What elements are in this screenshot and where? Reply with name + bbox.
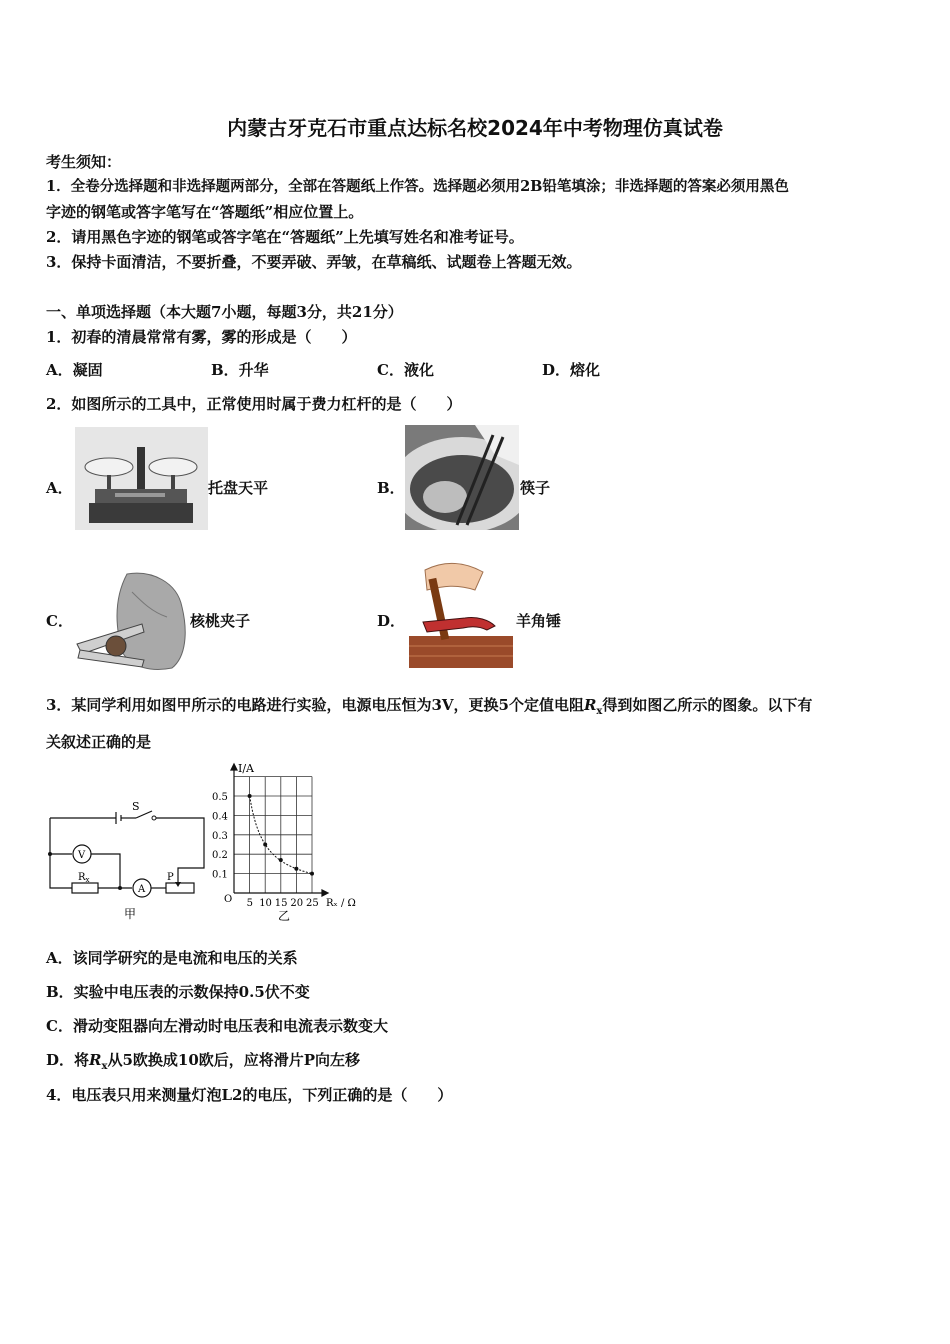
circuit-caption: 甲 — [124, 907, 137, 921]
graph-origin: O — [224, 894, 233, 905]
hammer-image — [405, 560, 515, 670]
q3-stem-line2: 关叙述正确的是 — [46, 733, 152, 751]
voltmeter-label: V — [78, 850, 86, 861]
switch-label: S — [132, 800, 140, 813]
q3-option-b: B．实验中电压表的示数保持0.5伏不变 — [46, 983, 310, 1001]
svg-text:Rx — [78, 872, 90, 884]
data-point — [294, 867, 298, 871]
q3-option-d-rx-sub: x — [101, 1061, 108, 1072]
graph-ylabel: I/A — [238, 762, 254, 775]
graph-xlabel: Rₓ / Ω — [326, 898, 356, 909]
x-tick-label: 15 — [274, 898, 288, 909]
q3-option-d-b: 从5欧换成10欧后，应将滑片P向左移 — [107, 1051, 361, 1069]
q3-stem-line1 — [46, 695, 812, 722]
q1-option-a: A．凝固 — [46, 361, 103, 379]
notice-line-2: 2．请用黑色字迹的钢笔或答字笔在“答题纸”上先填写姓名和准考证号。 — [46, 228, 524, 246]
data-point — [248, 794, 252, 798]
q2-option-c-label: 核桃夹子 — [190, 612, 251, 630]
data-point — [279, 858, 283, 862]
y-tick-label: 0.1 — [212, 869, 228, 881]
q4-stem: 4．电压表只用来测量灯泡L2的电压，下列正确的是（ ） — [46, 1086, 453, 1104]
rx-label-sub: x — [85, 876, 90, 884]
q2-option-c-letter: C． — [46, 612, 73, 630]
x-tick-label: 10 — [259, 898, 272, 909]
section-heading: 一、单项选择题（本大题7小题，每题3分，共21分） — [46, 303, 403, 321]
y-axis-arrow — [231, 764, 237, 770]
x-tick-label: 25 — [306, 898, 319, 909]
q2-stem: 2．如图所示的工具中，正常使用时属于费力杠杆的是（ ） — [46, 395, 462, 413]
notice-line-3: 3．保持卡面清洁，不要折叠，不要弄破、弄皱，在草稿纸、试题卷上答题无效。 — [46, 253, 582, 271]
graph-caption: 乙 — [278, 909, 291, 923]
balance-image — [75, 427, 208, 530]
q3-rx-sub: x — [596, 706, 603, 717]
q3-option-c: C．滑动变阻器向左滑动时电压表和电流表示数变大 — [46, 1017, 388, 1035]
q2-option-d-label: 羊角锤 — [516, 612, 562, 630]
x-axis-arrow — [322, 890, 328, 896]
q3-rx: R — [583, 696, 597, 714]
notice-heading: 考生须知： — [46, 153, 122, 171]
q1-option-b: B．升华 — [211, 361, 269, 379]
q1-option-d: D．熔化 — [542, 361, 601, 379]
x-tick-label: 20 — [290, 898, 304, 909]
q3-option-d — [46, 1050, 360, 1077]
chopsticks-image — [405, 425, 519, 530]
q2-option-a-label: 托盘天平 — [208, 479, 269, 497]
data-point — [310, 872, 314, 876]
q2-option-d-letter: D． — [377, 612, 406, 630]
q3-stem-b: 得到如图乙所示的图象。以下有 — [602, 696, 813, 714]
q2-option-b-letter: B． — [377, 479, 405, 497]
q3-option-a: A．该同学研究的是电流和电压的关系 — [46, 949, 298, 967]
q2-option-b-label: 筷子 — [520, 479, 551, 497]
q3-stem-a: 3．某同学利用如图甲所示的电路进行实验，电源电压恒为3V，更换5个定值电阻 — [46, 696, 584, 714]
q1-option-c: C．液化 — [377, 361, 434, 379]
slider-label: P — [167, 872, 174, 883]
q1-stem: 1．初春的清晨常常有雾，雾的形成是（ ） — [46, 328, 357, 346]
ammeter-label: A — [138, 884, 146, 895]
circuit-diagram — [44, 798, 214, 926]
y-tick-label: 0.2 — [212, 850, 228, 862]
y-tick-label: 0.3 — [212, 830, 228, 842]
current-resistance-graph — [208, 760, 368, 925]
notice-line-1b: 字迹的钢笔或答字笔写在“答题纸”相应位置上。 — [46, 203, 364, 221]
q3-option-d-a: D．将 — [46, 1051, 90, 1069]
notice-line-1a: 1．全卷分选择题和非选择题两部分，全部在答题纸上作答。选择题必须用2B铅笔填涂；非选择题的答案必须用黑色 — [46, 178, 789, 195]
q2-option-a-letter: A． — [46, 479, 73, 497]
rx-label: R — [78, 872, 86, 883]
y-tick-label: 0.4 — [212, 811, 228, 823]
page-title: 内蒙古牙克石市重点达标名校2024年中考物理仿真试卷 — [227, 116, 723, 140]
y-tick-label: 0.5 — [212, 792, 228, 803]
nutcracker-image — [72, 572, 190, 672]
x-tick-label: 5 — [246, 898, 253, 909]
data-point — [263, 843, 267, 847]
q3-option-d-rx: R — [89, 1051, 102, 1069]
